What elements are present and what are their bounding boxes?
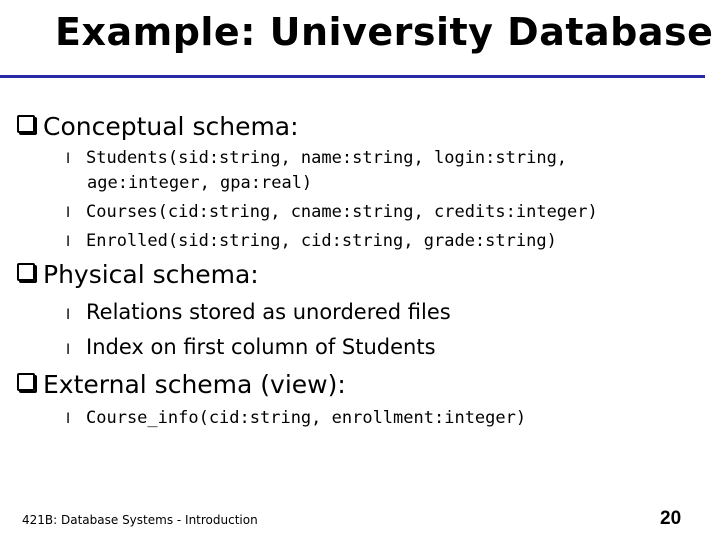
section-heading: Physical schema:: [43, 260, 259, 289]
page-number: 20: [660, 508, 682, 529]
pencil-bullet-icon: I: [66, 411, 71, 427]
list-item-continuation: age:integer, gpa:real): [87, 173, 313, 193]
slide-footer: 421B: Database Systems - Introduction: [22, 513, 258, 527]
checkbox-bullet-icon: [17, 373, 35, 391]
slide-title: Example: University Database: [55, 10, 714, 54]
pencil-bullet-icon: I: [66, 205, 71, 221]
pencil-bullet-icon: I: [66, 307, 71, 323]
list-item: I Relations stored as unordered files: [66, 300, 451, 324]
pencil-bullet-icon: I: [66, 234, 71, 250]
section-physical: [17, 260, 259, 289]
section-heading: External schema (view):: [43, 370, 346, 399]
list-item: I Enrolled(sid:string, cid:string, grade:string): [66, 231, 557, 251]
title-divider: [0, 75, 705, 78]
list-item: I Courses(cid:string, cname:string, credits:integer): [66, 202, 598, 222]
checkbox-bullet-icon: [17, 263, 35, 281]
list-item: I Index on first column of Students: [66, 335, 436, 359]
list-item: I Course_info(cid:string, enrollment:integer): [66, 408, 527, 428]
section-external: [17, 370, 346, 399]
pencil-bullet-icon: I: [66, 151, 71, 167]
pencil-bullet-icon: I: [66, 342, 71, 358]
checkbox-bullet-icon: [17, 115, 35, 133]
list-item: I Students(sid:string, name:string, login:string,: [66, 148, 568, 168]
section-conceptual: [17, 112, 299, 141]
section-heading: Conceptual schema:: [43, 112, 299, 141]
